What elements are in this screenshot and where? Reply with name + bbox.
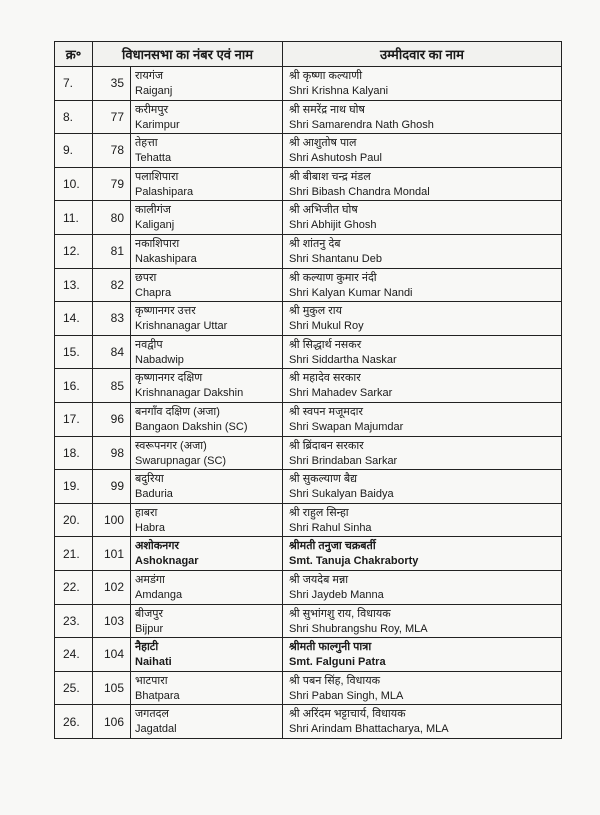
constituency-name-english: Jagatdal bbox=[135, 723, 177, 736]
candidate-name-hindi: श्रीमती तनुजा चक्रबर्ती bbox=[289, 540, 376, 553]
serial-number: 25. bbox=[55, 671, 93, 705]
constituency-number: 81 bbox=[93, 234, 131, 268]
constituency-name-english: Amdanga bbox=[135, 588, 183, 601]
serial-number: 11. bbox=[55, 201, 93, 235]
candidate-name-cell bbox=[283, 234, 562, 268]
constituency-number: 84 bbox=[93, 335, 131, 369]
constituency-name-hindi: रायगंज bbox=[135, 70, 164, 82]
constituency-name-english: Chapra bbox=[135, 286, 172, 299]
constituency-name-hindi: कालीगंज bbox=[135, 204, 171, 217]
serial-number: 17. bbox=[55, 402, 93, 436]
candidate-name-cell bbox=[283, 570, 562, 604]
constituency-name-cell bbox=[131, 537, 283, 571]
constituency-name-cell bbox=[131, 402, 283, 436]
table-row bbox=[55, 436, 562, 470]
constituency-number: 82 bbox=[93, 268, 131, 302]
constituency-name-english: Bangaon Dakshin (SC) bbox=[135, 420, 248, 433]
candidate-name-cell bbox=[283, 537, 562, 571]
candidate-name-hindi: श्री राहुल सिन्हा bbox=[289, 506, 349, 519]
candidate-name-cell bbox=[283, 671, 562, 705]
constituency-number: 101 bbox=[93, 537, 131, 571]
constituency-name-hindi: बनगाँव दक्षिण (अजा) bbox=[135, 405, 220, 418]
candidate-name-cell bbox=[283, 638, 562, 672]
constituency-name-english: Palashipara bbox=[135, 185, 194, 198]
table-row bbox=[55, 537, 562, 571]
serial-number: 20. bbox=[55, 503, 93, 537]
table-row bbox=[55, 369, 562, 403]
candidate-name-cell bbox=[283, 268, 562, 302]
table-row bbox=[55, 134, 562, 168]
header-constituency: विधानसभा का नंबर एवं नाम bbox=[93, 42, 283, 67]
candidate-name-hindi: श्री आशुतोष पाल bbox=[289, 137, 357, 150]
candidate-name-hindi: श्री महादेव सरकार bbox=[289, 372, 361, 385]
candidate-name-english: Shri Kalyan Kumar Nandi bbox=[289, 286, 413, 299]
candidate-name-cell bbox=[283, 604, 562, 638]
candidate-name-hindi: श्री सुभांगशु राय, विधायक bbox=[289, 607, 391, 620]
candidate-name-english: Smt. Tanuja Chakraborty bbox=[289, 555, 419, 568]
constituency-number: 98 bbox=[93, 436, 131, 470]
constituency-name-hindi: स्वरूपनगर (अजा) bbox=[135, 439, 207, 452]
constituency-number: 100 bbox=[93, 503, 131, 537]
constituency-name-english: Baduria bbox=[135, 488, 173, 501]
serial-number: 12. bbox=[55, 234, 93, 268]
constituency-name-english: Karimpur bbox=[135, 118, 180, 131]
candidate-name-hindi: श्री पबन सिंह, विधायक bbox=[289, 674, 381, 687]
constituency-name-english: Krishnanagar Dakshin bbox=[135, 387, 244, 400]
constituency-number: 96 bbox=[93, 402, 131, 436]
constituency-name-hindi: हाबरा bbox=[135, 506, 158, 519]
candidate-name-english: Shri Samarendra Nath Ghosh bbox=[289, 118, 434, 131]
constituency-name-cell bbox=[131, 268, 283, 302]
table-body bbox=[55, 67, 562, 739]
candidate-name-hindi: श्री सुकल्याण बैद्य bbox=[289, 473, 358, 486]
constituency-name-english: Krishnanagar Uttar bbox=[135, 320, 228, 333]
candidate-name-english: Shri Rahul Sinha bbox=[289, 521, 372, 534]
candidate-name-hindi: श्री कल्याण कुमार नंदी bbox=[289, 271, 377, 284]
constituency-name-english: Nabadwip bbox=[135, 353, 184, 366]
constituency-number: 83 bbox=[93, 302, 131, 336]
table-row bbox=[55, 705, 562, 739]
table-row bbox=[55, 100, 562, 134]
table-row bbox=[55, 503, 562, 537]
candidate-name-hindi: श्रीमती फाल्गुनी पात्रा bbox=[289, 641, 372, 654]
candidate-name-english: Shri Abhijit Ghosh bbox=[289, 219, 377, 232]
table-row bbox=[55, 671, 562, 705]
candidate-name-hindi: श्री अभिजीत घोष bbox=[289, 204, 358, 217]
table-row bbox=[55, 268, 562, 302]
constituency-number: 106 bbox=[93, 705, 131, 739]
constituency-name-cell bbox=[131, 335, 283, 369]
candidate-name-english: Shri Arindam Bhattacharya, MLA bbox=[289, 723, 449, 736]
table-header-row bbox=[55, 42, 562, 67]
constituency-name-hindi: पलाशिपारा bbox=[135, 170, 179, 183]
table-row bbox=[55, 335, 562, 369]
serial-number: 15. bbox=[55, 335, 93, 369]
constituency-name-cell bbox=[131, 671, 283, 705]
header-serial: क्र॰ bbox=[55, 42, 93, 67]
serial-number: 16. bbox=[55, 369, 93, 403]
constituency-name-hindi: छपरा bbox=[135, 271, 157, 284]
constituency-name-english: Nakashipara bbox=[135, 252, 197, 265]
constituency-name-cell bbox=[131, 234, 283, 268]
candidate-name-english: Shri Krishna Kalyani bbox=[289, 85, 389, 97]
constituency-name-hindi: अशोकनगर bbox=[135, 540, 179, 553]
serial-number: 22. bbox=[55, 570, 93, 604]
serial-number: 7. bbox=[55, 67, 93, 101]
header-candidate: उम्मीदवार का नाम bbox=[283, 42, 562, 67]
candidate-name-english: Shri Bibash Chandra Mondal bbox=[289, 185, 430, 198]
table-row bbox=[55, 234, 562, 268]
candidate-name-hindi: श्री जयदेब मन्ना bbox=[289, 573, 349, 586]
candidate-name-cell bbox=[283, 201, 562, 235]
constituency-name-hindi: अमडंगा bbox=[135, 573, 165, 586]
candidate-name-english: Shri Sukalyan Baidya bbox=[289, 488, 394, 501]
table-row bbox=[55, 302, 562, 336]
candidate-name-english: Shri Jaydeb Manna bbox=[289, 588, 384, 601]
serial-number: 13. bbox=[55, 268, 93, 302]
candidate-name-cell bbox=[283, 369, 562, 403]
constituency-name-hindi: नवद्वीप bbox=[135, 338, 163, 351]
constituency-number: 99 bbox=[93, 470, 131, 504]
candidate-name-cell bbox=[283, 503, 562, 537]
constituency-name-hindi: तेहत्ता bbox=[135, 137, 158, 150]
candidate-name-hindi: श्री बीबाश चन्द्र मंडल bbox=[289, 170, 371, 183]
constituency-name-hindi: बदुरिया bbox=[135, 473, 164, 486]
candidate-name-english: Shri Paban Singh, MLA bbox=[289, 689, 404, 702]
constituency-name-cell bbox=[131, 369, 283, 403]
constituency-name-cell bbox=[131, 570, 283, 604]
constituency-name-cell bbox=[131, 638, 283, 672]
candidate-name-english: Shri Siddartha Naskar bbox=[289, 353, 397, 366]
table-row bbox=[55, 402, 562, 436]
constituency-name-hindi: भाटपारा bbox=[135, 674, 168, 687]
candidate-name-cell bbox=[283, 705, 562, 739]
candidate-name-hindi: श्री शांतनु देब bbox=[289, 237, 341, 250]
constituency-number: 105 bbox=[93, 671, 131, 705]
serial-number: 14. bbox=[55, 302, 93, 336]
constituency-name-cell bbox=[131, 67, 283, 101]
constituency-number: 102 bbox=[93, 570, 131, 604]
serial-number: 24. bbox=[55, 638, 93, 672]
table-row bbox=[55, 570, 562, 604]
table-row bbox=[55, 638, 562, 672]
candidate-name-hindi: श्री स्वपन मजूमदार bbox=[289, 405, 364, 418]
table-row bbox=[55, 67, 562, 101]
constituency-name-english: Raiganj bbox=[135, 85, 173, 97]
candidate-name-english: Shri Shantanu Deb bbox=[289, 252, 382, 265]
table-row bbox=[55, 470, 562, 504]
serial-number: 21. bbox=[55, 537, 93, 571]
constituency-name-english: Tehatta bbox=[135, 152, 172, 165]
constituency-name-cell bbox=[131, 302, 283, 336]
constituency-name-english: Bijpur bbox=[135, 622, 164, 635]
candidate-name-cell bbox=[283, 167, 562, 201]
constituency-number: 104 bbox=[93, 638, 131, 672]
serial-number: 10. bbox=[55, 167, 93, 201]
serial-number: 23. bbox=[55, 604, 93, 638]
candidate-name-hindi: श्री अरिंदम भट्टाचार्य, विधायक bbox=[289, 708, 406, 721]
constituency-name-cell bbox=[131, 503, 283, 537]
candidate-name-hindi: श्री समरेंद्र नाथ घोष bbox=[289, 103, 365, 116]
constituency-number: 77 bbox=[93, 100, 131, 134]
candidate-name-english: Shri Mahadev Sarkar bbox=[289, 387, 393, 400]
candidate-name-cell bbox=[283, 67, 562, 101]
table-row bbox=[55, 604, 562, 638]
candidate-name-english: Shri Ashutosh Paul bbox=[289, 152, 382, 165]
candidate-name-hindi: श्री कृष्णा कल्याणी bbox=[289, 70, 363, 82]
candidate-name-hindi: श्री सिद्धार्थ नसकर bbox=[289, 338, 362, 351]
serial-number: 18. bbox=[55, 436, 93, 470]
constituency-number: 103 bbox=[93, 604, 131, 638]
constituency-name-hindi: नैहाटी bbox=[135, 641, 159, 654]
serial-number: 19. bbox=[55, 470, 93, 504]
constituency-name-cell bbox=[131, 167, 283, 201]
constituency-name-hindi: करीमपुर bbox=[135, 103, 169, 116]
constituency-name-english: Bhatpara bbox=[135, 689, 180, 702]
candidate-name-hindi: श्री ब्रिंदाबन सरकार bbox=[289, 439, 364, 452]
constituency-name-english: Habra bbox=[135, 521, 165, 534]
constituency-name-hindi: कृष्णानगर दक्षिण bbox=[135, 372, 203, 385]
candidate-name-cell bbox=[283, 402, 562, 436]
constituency-number: 78 bbox=[93, 134, 131, 168]
constituency-name-hindi: जगतदल bbox=[135, 708, 169, 721]
constituency-name-cell bbox=[131, 201, 283, 235]
candidate-list-table bbox=[54, 41, 562, 739]
constituency-name-cell bbox=[131, 100, 283, 134]
candidate-name-cell bbox=[283, 335, 562, 369]
constituency-name-english: Swarupnagar (SC) bbox=[135, 454, 227, 467]
candidate-name-english: Smt. Falguni Patra bbox=[289, 656, 386, 669]
constituency-name-english: Naihati bbox=[135, 656, 172, 669]
candidate-name-english: Shri Brindaban Sarkar bbox=[289, 454, 398, 467]
candidate-name-cell bbox=[283, 470, 562, 504]
serial-number: 8. bbox=[55, 100, 93, 134]
constituency-number: 35 bbox=[93, 67, 131, 101]
constituency-name-cell bbox=[131, 705, 283, 739]
constituency-number: 85 bbox=[93, 369, 131, 403]
constituency-number: 80 bbox=[93, 201, 131, 235]
constituency-name-hindi: कृष्णानगर उत्तर bbox=[135, 305, 196, 318]
constituency-name-english: Ashoknagar bbox=[135, 555, 199, 568]
constituency-name-english: Kaliganj bbox=[135, 219, 175, 232]
constituency-name-cell bbox=[131, 470, 283, 504]
table-row bbox=[55, 167, 562, 201]
constituency-name-cell bbox=[131, 134, 283, 168]
constituency-name-cell bbox=[131, 436, 283, 470]
serial-number: 9. bbox=[55, 134, 93, 168]
constituency-number: 79 bbox=[93, 167, 131, 201]
constituency-name-cell bbox=[131, 604, 283, 638]
constituency-name-hindi: नकाशिपारा bbox=[135, 237, 180, 250]
candidate-name-cell bbox=[283, 436, 562, 470]
candidate-name-cell bbox=[283, 134, 562, 168]
table-row bbox=[55, 201, 562, 235]
candidate-name-hindi: श्री मुकुल राय bbox=[289, 305, 342, 318]
constituency-name-hindi: बीजपुर bbox=[135, 607, 164, 620]
candidate-name-english: Shri Mukul Roy bbox=[289, 320, 364, 333]
candidate-name-english: Shri Swapan Majumdar bbox=[289, 420, 404, 433]
candidate-name-cell bbox=[283, 302, 562, 336]
serial-number: 26. bbox=[55, 705, 93, 739]
candidate-name-cell bbox=[283, 100, 562, 134]
candidate-name-english: Shri Shubrangshu Roy, MLA bbox=[289, 622, 428, 635]
